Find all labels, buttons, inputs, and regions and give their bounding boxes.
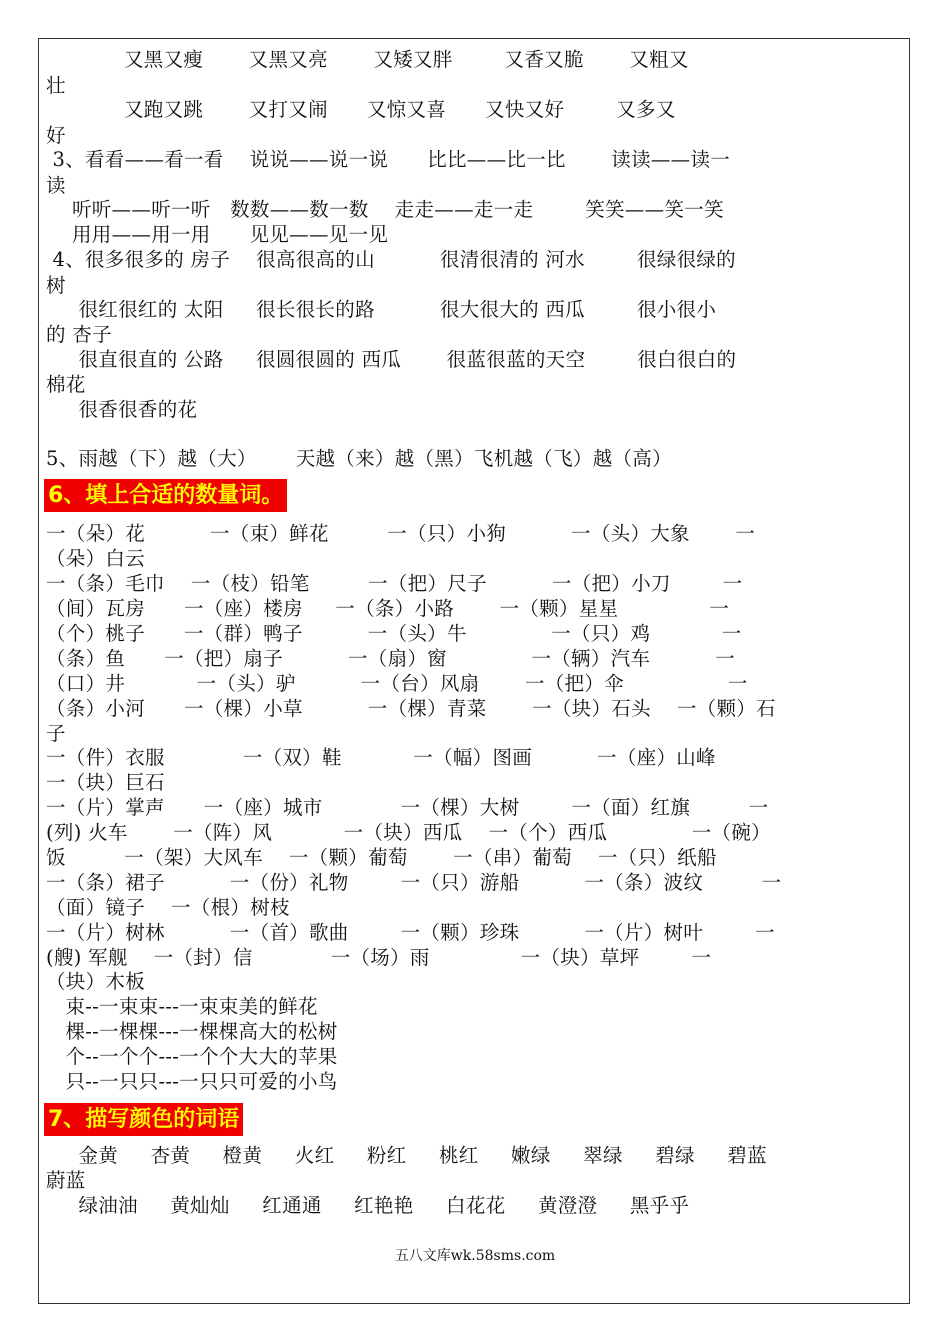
measure-line: （条）小河 一（棵）小草 一（棵）青菜 一（块）石头 一（颗）石 xyxy=(46,697,776,720)
color-words-line: 绿油油 黄灿灿 红通通 红艳艳 白花花 黄澄澄 黑乎乎 xyxy=(46,1194,690,1217)
measure-line: 只--一只只---一只只可爱的小鸟 xyxy=(46,1070,338,1093)
measure-line: （面）镜子 一（根）树枝 xyxy=(46,896,290,919)
text-line: 用用——用一用 见见——见一见 xyxy=(46,223,389,246)
text-line: 的 杏子 xyxy=(46,323,112,346)
measure-line: (列) 火车 一（阵）风 一（块）西瓜 一（个）西瓜 一（碗） xyxy=(46,821,771,844)
text-line: 好 xyxy=(46,124,66,147)
text-line: 棉花 xyxy=(46,373,86,396)
measure-line: （条）鱼 一（把）扇子 一（扇）窗 一（辆）汽车 一 xyxy=(46,647,736,670)
text-line: 5、雨越（下）越（大） 天越（来）越（黑）飞机越（飞）越（高） xyxy=(46,447,672,470)
section-heading-6: 6、填上合适的数量词。 xyxy=(44,479,287,512)
text-line: 壮 xyxy=(46,74,66,97)
measure-line: （块）木板 xyxy=(46,970,146,993)
measure-line: （口）井 一（头）驴 一（台）风扇 一（把）伞 一 xyxy=(46,672,748,695)
measure-line: 棵--一棵棵---一棵棵高大的松树 xyxy=(46,1020,338,1043)
measure-line: 一（块）巨石 xyxy=(46,771,165,794)
measure-line: 一（条）毛巾 一（枝）铅笔 一（把）尺子 一（把）小刀 一 xyxy=(46,572,743,595)
measure-line: (艘) 军舰 一（封）信 一（场）雨 一（块）草坪 一 xyxy=(46,946,712,969)
text-line: 很直很直的 公路 很圆很圆的 西瓜 很蓝很蓝的天空 很白很白的 xyxy=(46,348,737,371)
measure-line: 一（朵）花 一（束）鲜花 一（只）小狗 一（头）大象 一 xyxy=(46,522,756,545)
text-line: 很红很红的 太阳 很长很长的路 很大很大的 西瓜 很小很小 xyxy=(46,298,717,321)
color-words-line: 蔚蓝 xyxy=(46,1169,86,1192)
text-line: 很香很香的花 xyxy=(46,398,198,421)
text-line: 4、很多很多的 房子 很高很高的山 很清很清的 河水 很绿很绿的 xyxy=(46,248,736,271)
text-line: 读 xyxy=(46,174,66,197)
measure-line: （间）瓦房 一（座）楼房 一（条）小路 一（颗）星星 一 xyxy=(46,597,730,620)
measure-line: 一（片）掌声 一（座）城市 一（棵）大树 一（面）红旗 一 xyxy=(46,796,769,819)
measure-line: （个）桃子 一（群）鸭子 一（头）牛 一（只）鸡 一 xyxy=(46,622,742,645)
measure-line: 一（条）裙子 一（份）礼物 一（只）游船 一（条）波纹 一 xyxy=(46,871,782,894)
measure-line: （朵）白云 xyxy=(46,547,146,570)
text-line: 又跑又跳 又打又闹 又惊又喜 又快又好 又多又 xyxy=(46,98,676,121)
measure-line: 子 xyxy=(46,722,66,745)
measure-line: 一（件）衣服 一（双）鞋 一（幅）图画 一（座）山峰 xyxy=(46,746,716,769)
text-line: 3、看看——看一看 说说——说一说 比比——比一比 读读——读一 xyxy=(46,148,731,171)
text-line: 树 xyxy=(46,274,66,297)
measure-line: 束--一束束---一束束美的鲜花 xyxy=(46,995,318,1018)
text-line: 听听——听一听 数数——数一数 走走——走一走 笑笑——笑一笑 xyxy=(46,198,724,221)
text-line: 又黑又瘦 又黑又亮 又矮又胖 又香又脆 又粗又 xyxy=(46,48,689,71)
section-heading-7: 7、描写颜色的词语 xyxy=(44,1103,243,1136)
measure-line: 饭 一（架）大风车 一（颗）葡萄 一（串）葡萄 一（只）纸船 xyxy=(46,846,717,869)
color-words-line: 金黄 杏黄 橙黄 火红 粉红 桃红 嫩绿 翠绿 碧绿 碧蓝 xyxy=(46,1144,767,1167)
measure-line: 一（片）树林 一（首）歌曲 一（颗）珍珠 一（片）树叶 一 xyxy=(46,921,775,944)
measure-line: 个--一个个---一个个大大的苹果 xyxy=(46,1045,338,1068)
footer-watermark: 五八文库wk.58sms.com xyxy=(394,1248,556,1264)
